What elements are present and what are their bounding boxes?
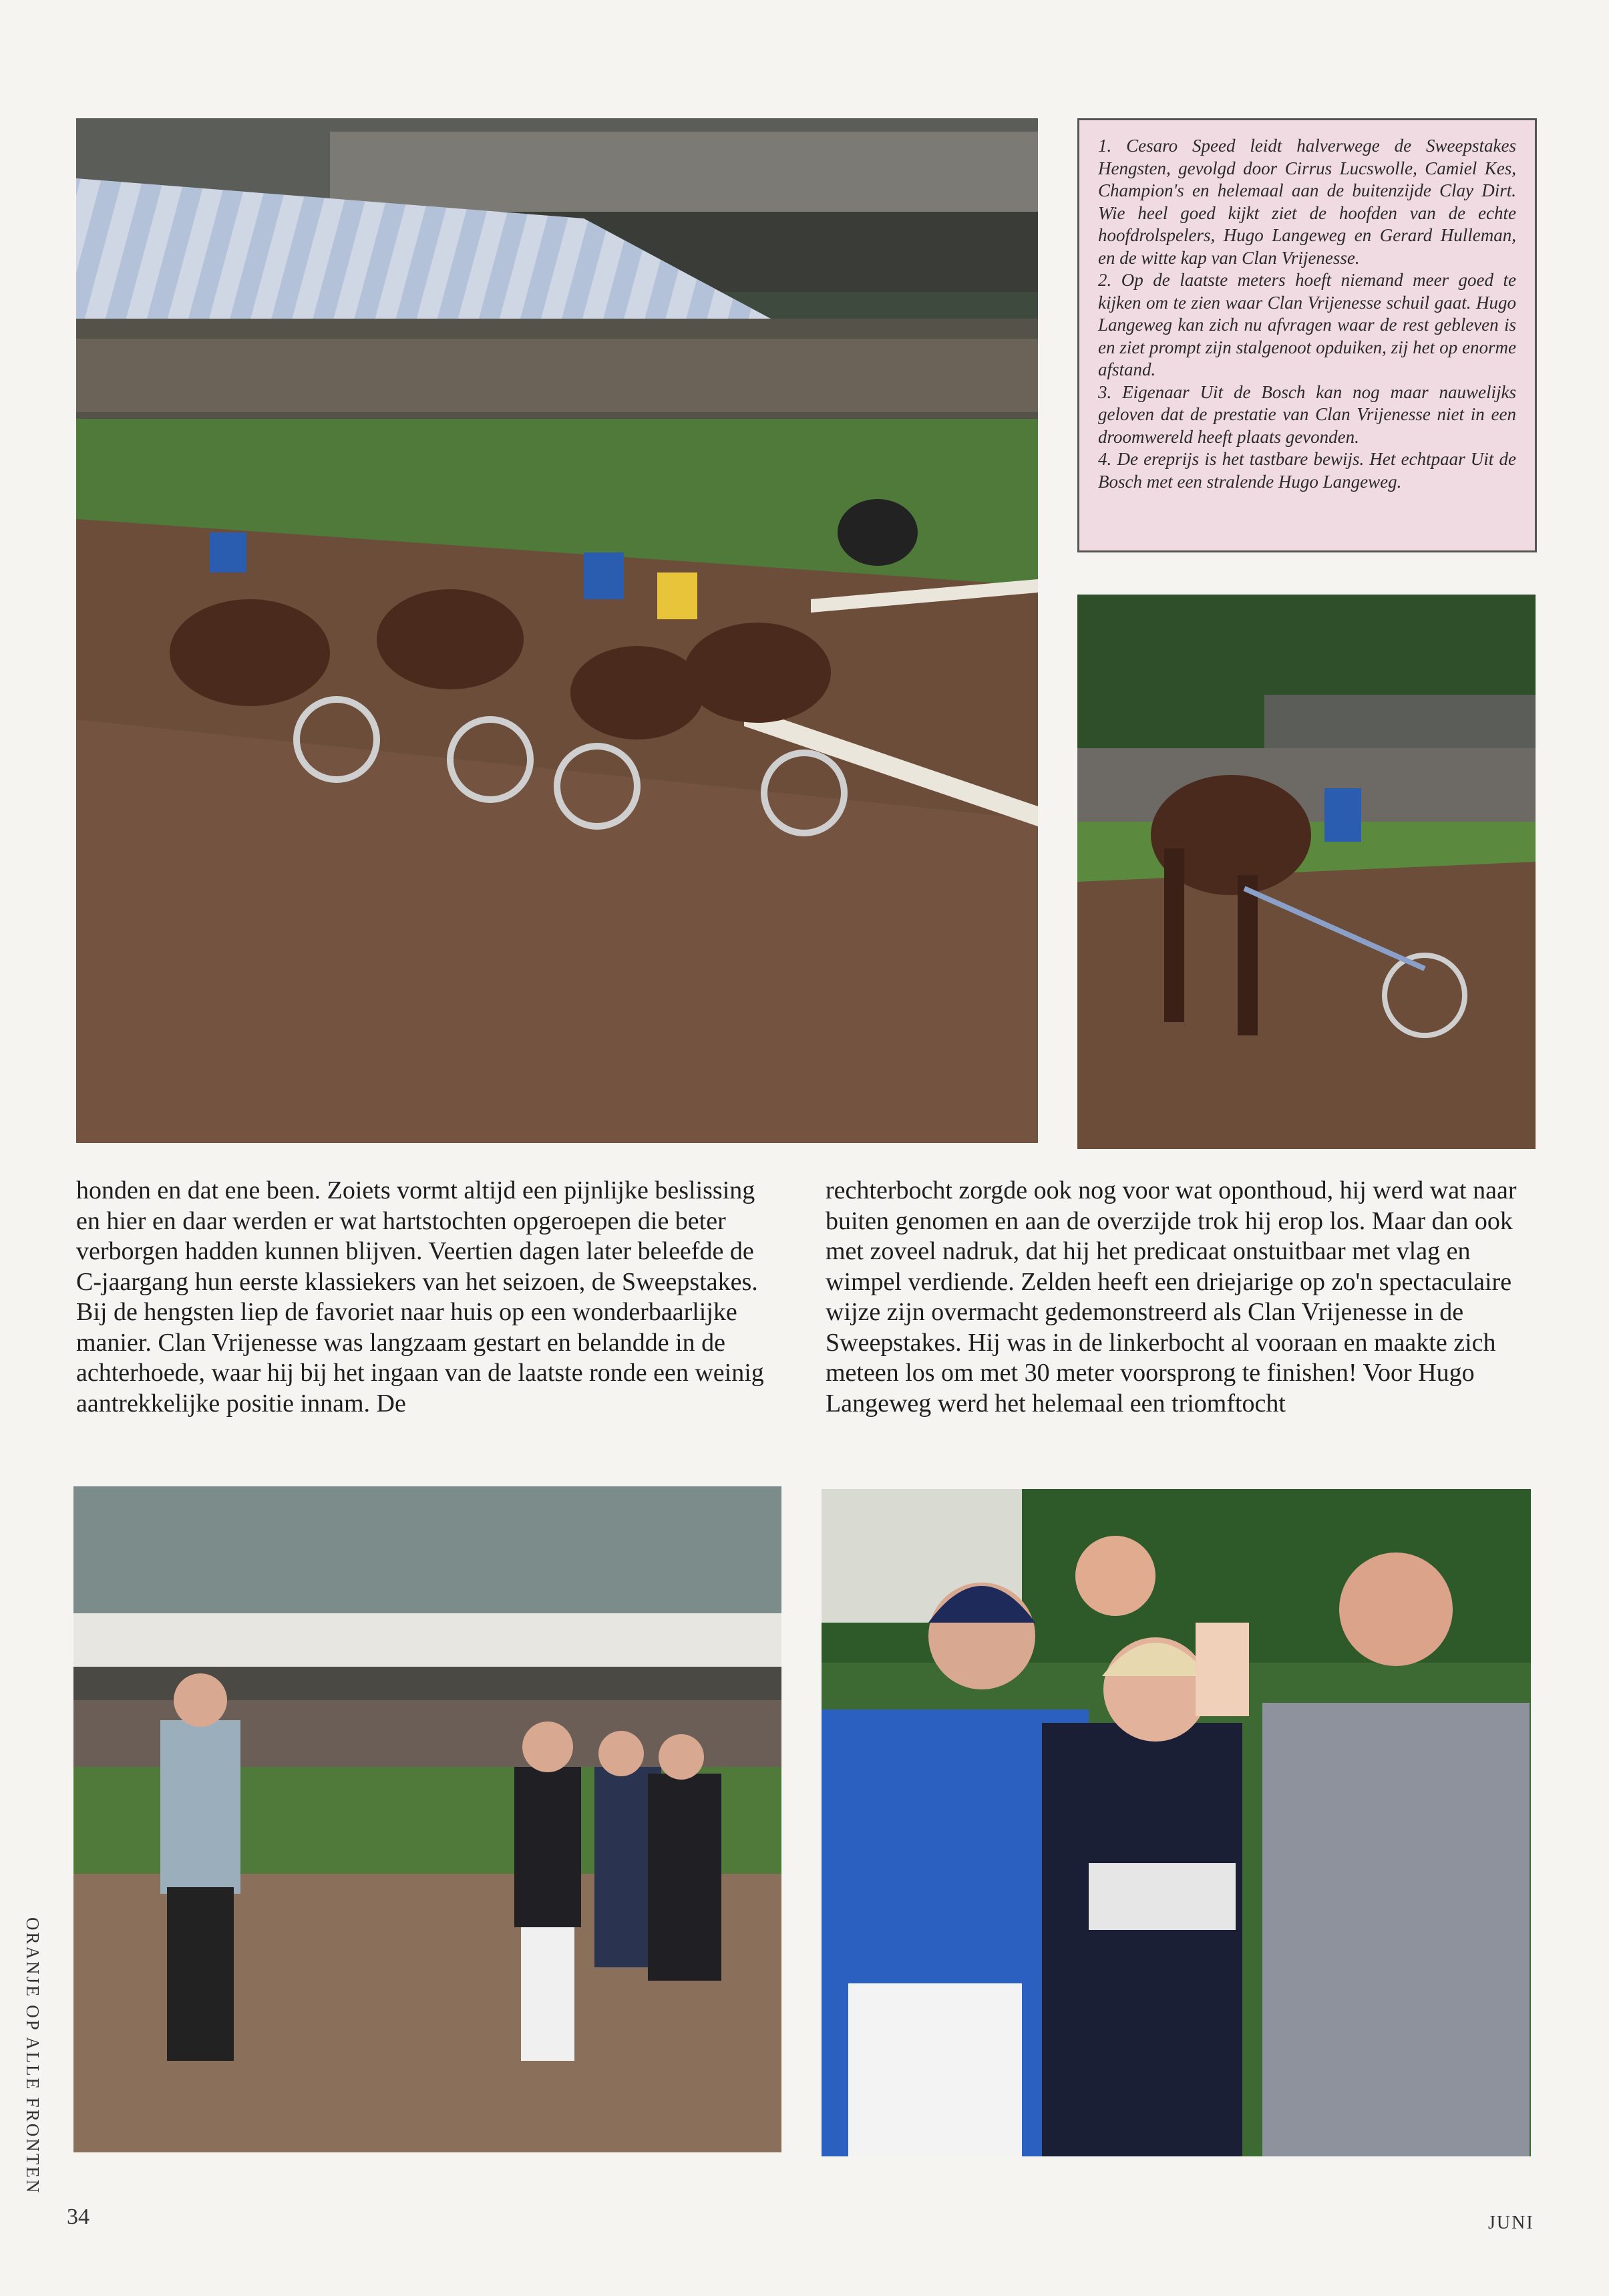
caption-2: 2. Op de laatste meters hoeft niemand meer goed te kijken om te zien waar Clan Vrijenesse schuil gaat. Hugo Langeweg kan zich nu afvragen waar de rest gebleven is en ziet prompt zijn stalgenoot opduiken, zij het op enorme afstand. <box>1098 270 1516 379</box>
photo-finish-line <box>1077 595 1536 1149</box>
body-column-left <box>76 1176 784 1419</box>
body-text-left: honden en dat ene been. Zoiets vormt altijd een pijnlijke beslissing en hier en daar werden er wat hartstochten opgeroepen die beter verborgen hadden kunnen blijven. Veertien dagen later beleefde de C-jaargang hun eerste klassiekers van het seizoen, de Sweepstakes. Bij de hengsten liep de favoriet naar huis op een wonderbaarlijke manier. Clan Vrijenesse was langzaam gestart en belandde in de achterhoede, waar hij bij het ingaan van de laatste ronde een weinig aantrekkelijke positie innam. De <box>76 1176 764 1418</box>
page-number: 34 <box>67 2204 90 2229</box>
caption-3: 3. Eigenaar Uit de Bosch kan nog maar nauwelijks geloven dat de prestatie van Clan Vrijenesse niet in een droomwereld heeft plaats gevonden. <box>1098 381 1516 447</box>
body-column-right <box>826 1176 1534 1419</box>
side-running-title: ORANJE OP ALLE FRONTEN <box>23 1917 43 2195</box>
photo-race-bend <box>76 118 1038 1143</box>
photo-owner-disbelief <box>73 1486 781 2152</box>
body-text-right: rechterbocht zorgde ook nog voor wat oponthoud, hij werd wat naar buiten genomen en aan de overzijde trok hij erop los. Maar dan ook met zoveel nadruk, dat hij het predicaat onstuitbaar met vlag en wimpel verdiende. Zelden heeft een driejarige op zo'n spectaculaire wijze zijn overmacht gedemonstreerd als Clan Vrijenesse in de Sweepstakes. Hij was in de linkerbocht al vooraan en maakte zich meteen los om met 30 meter voorsprong te finishen! Voor Hugo Langeweg werd het helemaal een triomftocht <box>826 1176 1517 1418</box>
caption-4: 4. De ereprijs is het tastbare bewijs. Het echtpaar Uit de Bosch met een stralende Hugo Langeweg. <box>1098 449 1516 492</box>
photo-captions <box>1077 118 1537 552</box>
caption-1: 1. Cesaro Speed leidt halverwege de Sweepstakes Hengsten, gevolgd door Cirrus Lucswolle, Camiel Kes, Champion's en helemaal aan de buitenzijde Clay Dirt. Wie heel goed kijkt ziet de hoofden van de echte hoofdrolspelers, Hugo Langeweg en Gerard Hulleman, en de witte kap van Clan Vrijenesse. <box>1098 136 1516 268</box>
issue-month: JUNI <box>1488 2212 1534 2233</box>
photo-trophy-presentation <box>822 1489 1531 2156</box>
